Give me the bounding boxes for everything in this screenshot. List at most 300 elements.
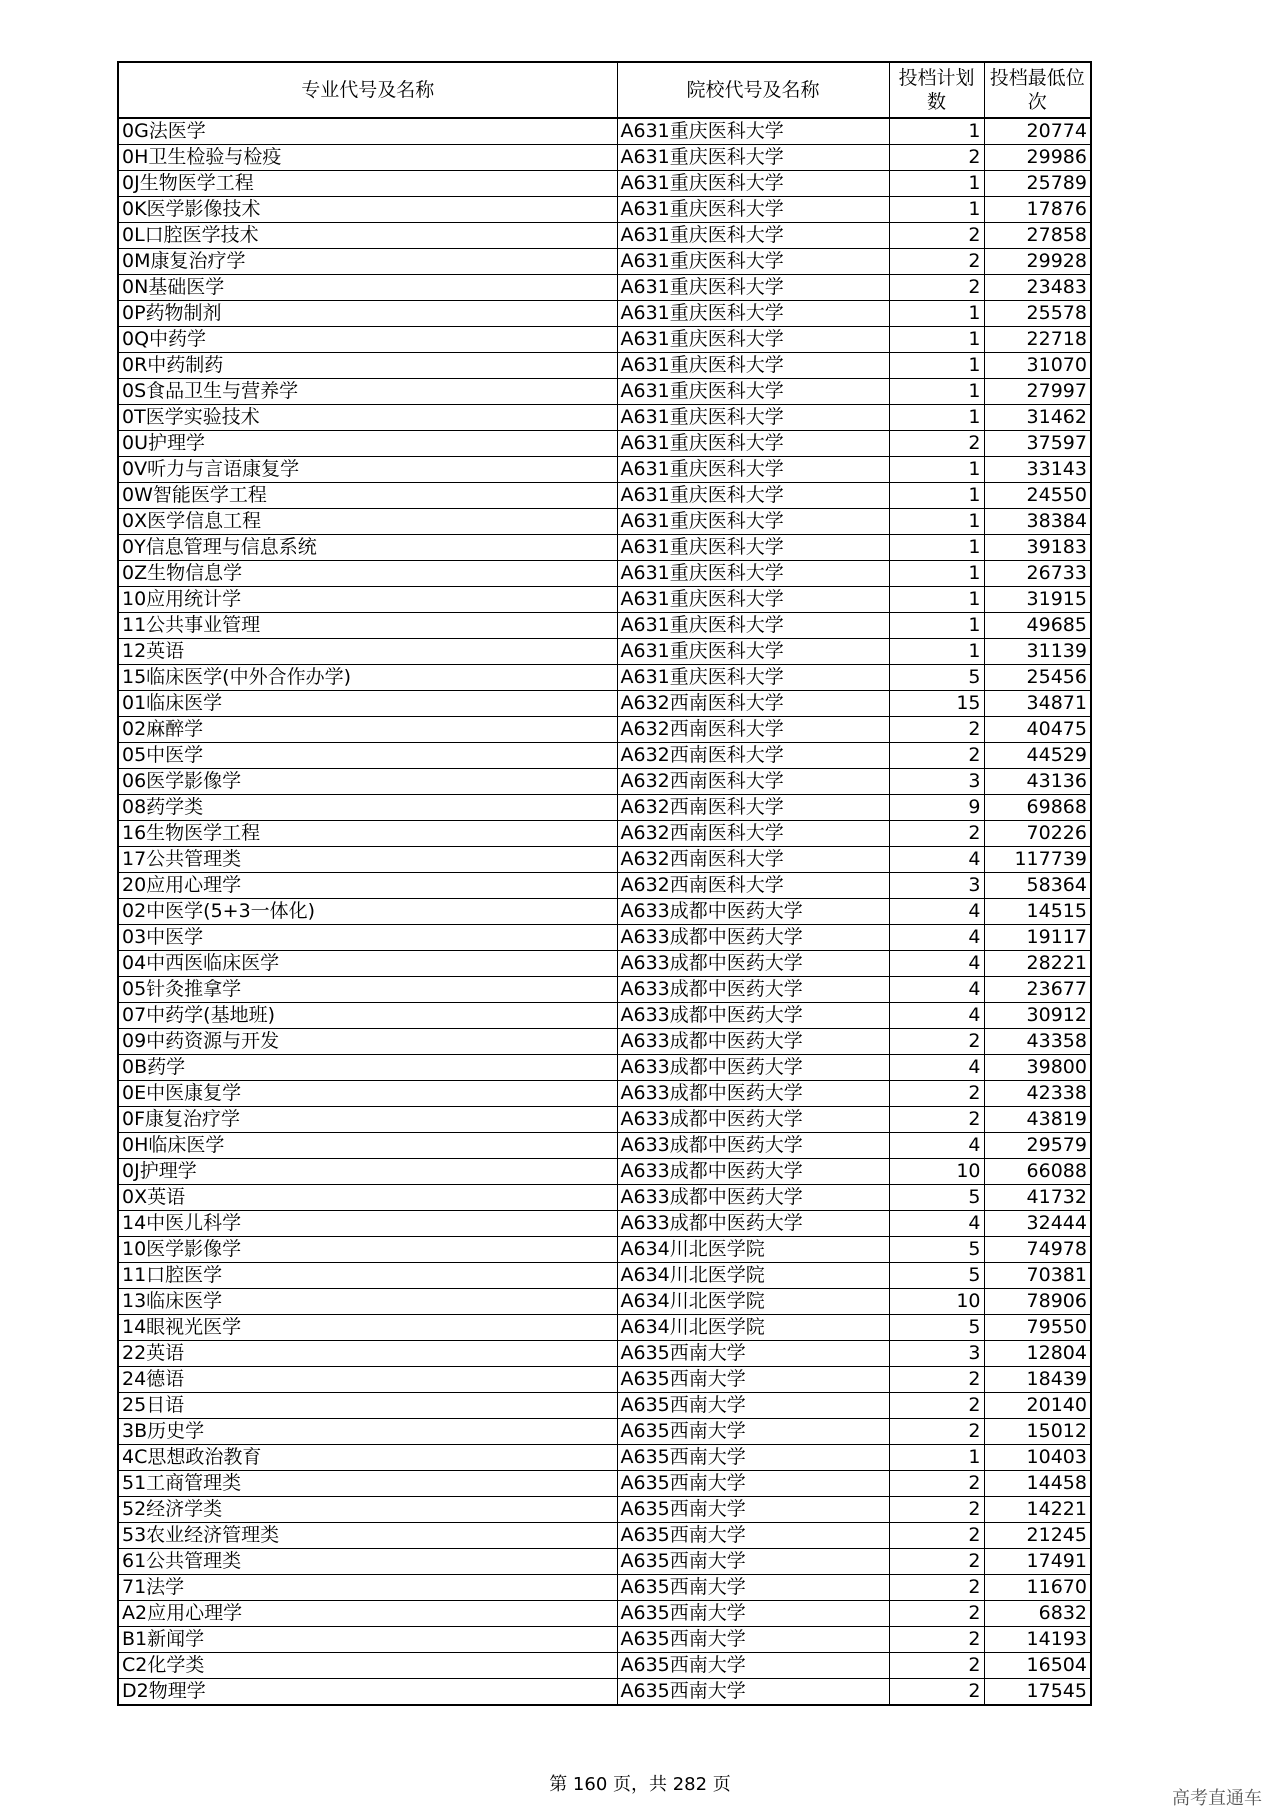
cell-major: 16生物医学工程: [118, 821, 617, 847]
table-row: [118, 1393, 1091, 1419]
cell-major: A2应用心理学: [118, 1601, 617, 1627]
cell-school: A631重庆医科大学: [617, 535, 889, 561]
cell-school: A631重庆医科大学: [617, 509, 889, 535]
cell-school: A631重庆医科大学: [617, 327, 889, 353]
cell-school: A632西南医科大学: [617, 821, 889, 847]
table-row: [118, 951, 1091, 977]
table-row: [118, 197, 1091, 223]
cell-school: A635西南大学: [617, 1575, 889, 1601]
cell-major: 0H临床医学: [118, 1133, 617, 1159]
table-row: [118, 899, 1091, 925]
cell-major: 0E中医康复学: [118, 1081, 617, 1107]
cell-school: A635西南大学: [617, 1653, 889, 1679]
cell-major: 14眼视光医学: [118, 1315, 617, 1341]
cell-min-rank: 18439: [984, 1367, 1091, 1393]
cell-min-rank: 43136: [984, 769, 1091, 795]
cell-major: B1新闻学: [118, 1627, 617, 1653]
cell-plan-count: 1: [889, 171, 984, 197]
cell-min-rank: 16504: [984, 1653, 1091, 1679]
cell-plan-count: 2: [889, 145, 984, 171]
cell-major: 09中药资源与开发: [118, 1029, 617, 1055]
table-row: [118, 977, 1091, 1003]
cell-school: A633成都中医药大学: [617, 1133, 889, 1159]
table-row: [118, 249, 1091, 275]
cell-school: A633成都中医药大学: [617, 925, 889, 951]
cell-school: A635西南大学: [617, 1627, 889, 1653]
cell-major: 0V听力与言语康复学: [118, 457, 617, 483]
table-row: [118, 275, 1091, 301]
cell-school: A632西南医科大学: [617, 743, 889, 769]
cell-min-rank: 19117: [984, 925, 1091, 951]
cell-major: 05中医学: [118, 743, 617, 769]
cell-school: A635西南大学: [617, 1393, 889, 1419]
cell-plan-count: 15: [889, 691, 984, 717]
cell-major: 0B药学: [118, 1055, 617, 1081]
cell-major: 71法学: [118, 1575, 617, 1601]
cell-plan-count: 1: [889, 587, 984, 613]
watermark: 高考直通车: [1172, 1788, 1262, 1809]
cell-plan-count: 2: [889, 223, 984, 249]
cell-school: A631重庆医科大学: [617, 405, 889, 431]
cell-min-rank: 38384: [984, 509, 1091, 535]
cell-major: 0H卫生检验与检疫: [118, 145, 617, 171]
cell-plan-count: 1: [889, 327, 984, 353]
cell-plan-count: 1: [889, 509, 984, 535]
cell-major: 4C思想政治教育: [118, 1445, 617, 1471]
table-row: [118, 925, 1091, 951]
table-row: [118, 1367, 1091, 1393]
cell-plan-count: 1: [889, 405, 984, 431]
cell-min-rank: 23677: [984, 977, 1091, 1003]
cell-plan-count: 5: [889, 1185, 984, 1211]
cell-min-rank: 58364: [984, 873, 1091, 899]
cell-plan-count: 2: [889, 717, 984, 743]
cell-plan-count: 2: [889, 743, 984, 769]
cell-plan-count: 1: [889, 561, 984, 587]
cell-major: 11口腔医学: [118, 1263, 617, 1289]
cell-major: 0Z生物信息学: [118, 561, 617, 587]
cell-min-rank: 12804: [984, 1341, 1091, 1367]
cell-plan-count: 4: [889, 1055, 984, 1081]
cell-plan-count: 1: [889, 639, 984, 665]
cell-school: A633成都中医药大学: [617, 951, 889, 977]
table-row: [118, 1289, 1091, 1315]
cell-min-rank: 17491: [984, 1549, 1091, 1575]
cell-major: 05针灸推拿学: [118, 977, 617, 1003]
table-row: [118, 1003, 1091, 1029]
cell-school: A631重庆医科大学: [617, 639, 889, 665]
cell-school: A633成都中医药大学: [617, 977, 889, 1003]
cell-plan-count: 2: [889, 1107, 984, 1133]
cell-min-rank: 25789: [984, 171, 1091, 197]
cell-min-rank: 74978: [984, 1237, 1091, 1263]
table-row: [118, 1341, 1091, 1367]
cell-school: A631重庆医科大学: [617, 171, 889, 197]
cell-major: 61公共管理类: [118, 1549, 617, 1575]
cell-school: A634川北医学院: [617, 1237, 889, 1263]
cell-min-rank: 42338: [984, 1081, 1091, 1107]
table-row: [118, 327, 1091, 353]
cell-plan-count: 1: [889, 483, 984, 509]
cell-major: 0M康复治疗学: [118, 249, 617, 275]
cell-plan-count: 1: [889, 379, 984, 405]
cell-plan-count: 9: [889, 795, 984, 821]
cell-min-rank: 25578: [984, 301, 1091, 327]
cell-major: 3B历史学: [118, 1419, 617, 1445]
page-footer: 第 160 页，共 282 页: [549, 1774, 731, 1795]
cell-plan-count: 10: [889, 1159, 984, 1185]
cell-plan-count: 1: [889, 353, 984, 379]
cell-min-rank: 44529: [984, 743, 1091, 769]
table-header-row: [118, 62, 1091, 118]
cell-min-rank: 78906: [984, 1289, 1091, 1315]
cell-plan-count: 5: [889, 1237, 984, 1263]
cell-major: 51工商管理类: [118, 1471, 617, 1497]
cell-plan-count: 2: [889, 1523, 984, 1549]
cell-school: A632西南医科大学: [617, 873, 889, 899]
cell-school: A633成都中医药大学: [617, 1211, 889, 1237]
cell-min-rank: 37597: [984, 431, 1091, 457]
table-row: [118, 405, 1091, 431]
cell-major: 0X医学信息工程: [118, 509, 617, 535]
cell-plan-count: 4: [889, 1003, 984, 1029]
cell-plan-count: 2: [889, 1393, 984, 1419]
cell-school: A634川北医学院: [617, 1289, 889, 1315]
table-row: [118, 1159, 1091, 1185]
table-row: [118, 1523, 1091, 1549]
table-row: [118, 1237, 1091, 1263]
cell-min-rank: 23483: [984, 275, 1091, 301]
cell-plan-count: 2: [889, 1081, 984, 1107]
cell-major: 52经济学类: [118, 1497, 617, 1523]
cell-school: A631重庆医科大学: [617, 613, 889, 639]
table-row: [118, 1679, 1091, 1706]
cell-min-rank: 10403: [984, 1445, 1091, 1471]
cell-school: A631重庆医科大学: [617, 587, 889, 613]
cell-min-rank: 15012: [984, 1419, 1091, 1445]
cell-min-rank: 27858: [984, 223, 1091, 249]
table-row: [118, 795, 1091, 821]
table-row: [118, 1497, 1091, 1523]
cell-min-rank: 41732: [984, 1185, 1091, 1211]
cell-plan-count: 5: [889, 1263, 984, 1289]
admission-table: [117, 61, 1092, 1706]
cell-school: A632西南医科大学: [617, 847, 889, 873]
cell-school: A632西南医科大学: [617, 717, 889, 743]
cell-min-rank: 29986: [984, 145, 1091, 171]
cell-plan-count: 5: [889, 1315, 984, 1341]
table-row: [118, 769, 1091, 795]
cell-min-rank: 31915: [984, 587, 1091, 613]
table-row: [118, 1055, 1091, 1081]
cell-min-rank: 11670: [984, 1575, 1091, 1601]
cell-major: 13临床医学: [118, 1289, 617, 1315]
cell-school: A635西南大学: [617, 1523, 889, 1549]
cell-major: 0J生物医学工程: [118, 171, 617, 197]
cell-school: A635西南大学: [617, 1497, 889, 1523]
cell-major: 0R中药制药: [118, 353, 617, 379]
table-body: [118, 118, 1091, 1705]
cell-plan-count: 2: [889, 821, 984, 847]
cell-plan-count: 1: [889, 457, 984, 483]
cell-min-rank: 49685: [984, 613, 1091, 639]
cell-major: 0X英语: [118, 1185, 617, 1211]
table-row: [118, 223, 1091, 249]
cell-school: A635西南大学: [617, 1341, 889, 1367]
table-row: [118, 1133, 1091, 1159]
cell-major: 15临床医学(中外合作办学): [118, 665, 617, 691]
table-row: [118, 821, 1091, 847]
cell-school: A632西南医科大学: [617, 691, 889, 717]
cell-min-rank: 6832: [984, 1601, 1091, 1627]
cell-major: 06医学影像学: [118, 769, 617, 795]
cell-major: D2物理学: [118, 1679, 617, 1706]
cell-major: 12英语: [118, 639, 617, 665]
table-row: [118, 1029, 1091, 1055]
table-row: [118, 483, 1091, 509]
table-row: [118, 1445, 1091, 1471]
table-row: [118, 691, 1091, 717]
table-row: [118, 1471, 1091, 1497]
cell-school: A635西南大学: [617, 1445, 889, 1471]
cell-major: 20应用心理学: [118, 873, 617, 899]
cell-min-rank: 21245: [984, 1523, 1091, 1549]
cell-min-rank: 17876: [984, 197, 1091, 223]
table-row: [118, 1107, 1091, 1133]
cell-major: 04中西医临床医学: [118, 951, 617, 977]
cell-min-rank: 27997: [984, 379, 1091, 405]
cell-plan-count: 1: [889, 1445, 984, 1471]
cell-school: A634川北医学院: [617, 1315, 889, 1341]
cell-school: A631重庆医科大学: [617, 197, 889, 223]
cell-plan-count: 3: [889, 873, 984, 899]
cell-school: A635西南大学: [617, 1419, 889, 1445]
header-school: 院校代号及名称: [617, 62, 889, 118]
table-row: [118, 1627, 1091, 1653]
cell-major: 0U护理学: [118, 431, 617, 457]
cell-plan-count: 1: [889, 197, 984, 223]
cell-school: A631重庆医科大学: [617, 145, 889, 171]
cell-plan-count: 2: [889, 1653, 984, 1679]
cell-school: A631重庆医科大学: [617, 223, 889, 249]
cell-plan-count: 2: [889, 1497, 984, 1523]
cell-major: 22英语: [118, 1341, 617, 1367]
table-row: [118, 145, 1091, 171]
cell-school: A633成都中医药大学: [617, 1055, 889, 1081]
cell-major: 0K医学影像技术: [118, 197, 617, 223]
cell-school: A631重庆医科大学: [617, 249, 889, 275]
cell-school: A633成都中医药大学: [617, 899, 889, 925]
table-row: [118, 353, 1091, 379]
cell-school: A631重庆医科大学: [617, 483, 889, 509]
cell-major: 0G法医学: [118, 118, 617, 145]
cell-min-rank: 69868: [984, 795, 1091, 821]
cell-min-rank: 17545: [984, 1679, 1091, 1706]
table-row: [118, 743, 1091, 769]
cell-plan-count: 1: [889, 613, 984, 639]
cell-plan-count: 4: [889, 1133, 984, 1159]
table-row: [118, 587, 1091, 613]
cell-major: 0F康复治疗学: [118, 1107, 617, 1133]
cell-plan-count: 2: [889, 1679, 984, 1706]
cell-major: 14中医儿科学: [118, 1211, 617, 1237]
cell-plan-count: 2: [889, 1575, 984, 1601]
cell-major: 02中医学(5+3一体化): [118, 899, 617, 925]
cell-school: A631重庆医科大学: [617, 457, 889, 483]
table-row: [118, 1263, 1091, 1289]
cell-major: 0W智能医学工程: [118, 483, 617, 509]
cell-school: A633成都中医药大学: [617, 1107, 889, 1133]
cell-min-rank: 24550: [984, 483, 1091, 509]
cell-school: A631重庆医科大学: [617, 353, 889, 379]
cell-min-rank: 33143: [984, 457, 1091, 483]
cell-plan-count: 3: [889, 1341, 984, 1367]
table-row: [118, 1549, 1091, 1575]
table-row: [118, 431, 1091, 457]
cell-plan-count: 1: [889, 301, 984, 327]
cell-plan-count: 2: [889, 275, 984, 301]
header-major: 专业代号及名称: [118, 62, 617, 118]
cell-school: A631重庆医科大学: [617, 118, 889, 145]
cell-school: A632西南医科大学: [617, 795, 889, 821]
cell-min-rank: 25456: [984, 665, 1091, 691]
cell-min-rank: 14458: [984, 1471, 1091, 1497]
cell-plan-count: 4: [889, 1211, 984, 1237]
cell-plan-count: 4: [889, 847, 984, 873]
cell-min-rank: 22718: [984, 327, 1091, 353]
cell-major: 0S食品卫生与营养学: [118, 379, 617, 405]
table-row: [118, 847, 1091, 873]
cell-min-rank: 14221: [984, 1497, 1091, 1523]
cell-min-rank: 66088: [984, 1159, 1091, 1185]
header-min-rank: 投档最低位次: [984, 62, 1091, 118]
cell-plan-count: 2: [889, 1367, 984, 1393]
table-row: [118, 1419, 1091, 1445]
cell-min-rank: 117739: [984, 847, 1091, 873]
cell-plan-count: 2: [889, 431, 984, 457]
cell-major: 24德语: [118, 1367, 617, 1393]
cell-major: 07中药学(基地班): [118, 1003, 617, 1029]
cell-min-rank: 39183: [984, 535, 1091, 561]
cell-plan-count: 2: [889, 1627, 984, 1653]
cell-school: A631重庆医科大学: [617, 431, 889, 457]
cell-min-rank: 31462: [984, 405, 1091, 431]
cell-plan-count: 1: [889, 118, 984, 145]
cell-plan-count: 3: [889, 769, 984, 795]
table-row: [118, 1185, 1091, 1211]
cell-major: 02麻醉学: [118, 717, 617, 743]
table-row: [118, 457, 1091, 483]
table-row: [118, 561, 1091, 587]
cell-min-rank: 20140: [984, 1393, 1091, 1419]
cell-school: A635西南大学: [617, 1679, 889, 1706]
cell-min-rank: 26733: [984, 561, 1091, 587]
cell-min-rank: 31070: [984, 353, 1091, 379]
header-plan-count: 投档计划数: [889, 62, 984, 118]
cell-major: 10医学影像学: [118, 1237, 617, 1263]
cell-min-rank: 43358: [984, 1029, 1091, 1055]
cell-major: 0Q中药学: [118, 327, 617, 353]
cell-plan-count: 2: [889, 249, 984, 275]
cell-major: 0J护理学: [118, 1159, 617, 1185]
cell-school: A635西南大学: [617, 1549, 889, 1575]
cell-plan-count: 4: [889, 925, 984, 951]
cell-min-rank: 79550: [984, 1315, 1091, 1341]
cell-major: 0N基础医学: [118, 275, 617, 301]
cell-min-rank: 29579: [984, 1133, 1091, 1159]
cell-school: A633成都中医药大学: [617, 1029, 889, 1055]
cell-plan-count: 5: [889, 665, 984, 691]
cell-school: A631重庆医科大学: [617, 561, 889, 587]
cell-plan-count: 2: [889, 1029, 984, 1055]
cell-school: A633成都中医药大学: [617, 1185, 889, 1211]
cell-min-rank: 43819: [984, 1107, 1091, 1133]
cell-min-rank: 20774: [984, 118, 1091, 145]
cell-min-rank: 14193: [984, 1627, 1091, 1653]
cell-major: 10应用统计学: [118, 587, 617, 613]
cell-min-rank: 31139: [984, 639, 1091, 665]
cell-min-rank: 34871: [984, 691, 1091, 717]
cell-min-rank: 39800: [984, 1055, 1091, 1081]
table-row: [118, 1575, 1091, 1601]
table-row: [118, 1315, 1091, 1341]
cell-major: 01临床医学: [118, 691, 617, 717]
table-row: [118, 171, 1091, 197]
cell-major: C2化学类: [118, 1653, 617, 1679]
cell-min-rank: 28221: [984, 951, 1091, 977]
cell-plan-count: 10: [889, 1289, 984, 1315]
cell-major: 08药学类: [118, 795, 617, 821]
cell-plan-count: 2: [889, 1601, 984, 1627]
table-row: [118, 379, 1091, 405]
cell-school: A632西南医科大学: [617, 769, 889, 795]
table-row: [118, 118, 1091, 145]
cell-major: 0L口腔医学技术: [118, 223, 617, 249]
cell-school: A631重庆医科大学: [617, 301, 889, 327]
table-row: [118, 301, 1091, 327]
cell-plan-count: 4: [889, 977, 984, 1003]
cell-major: 17公共管理类: [118, 847, 617, 873]
cell-plan-count: 1: [889, 535, 984, 561]
table-row: [118, 665, 1091, 691]
cell-min-rank: 70381: [984, 1263, 1091, 1289]
table-row: [118, 1653, 1091, 1679]
table-row: [118, 509, 1091, 535]
cell-school: A635西南大学: [617, 1471, 889, 1497]
cell-school: A633成都中医药大学: [617, 1159, 889, 1185]
cell-min-rank: 40475: [984, 717, 1091, 743]
cell-major: 0T医学实验技术: [118, 405, 617, 431]
cell-major: 11公共事业管理: [118, 613, 617, 639]
cell-major: 53农业经济管理类: [118, 1523, 617, 1549]
cell-school: A631重庆医科大学: [617, 665, 889, 691]
table-row: [118, 613, 1091, 639]
cell-school: A635西南大学: [617, 1367, 889, 1393]
table-row: [118, 873, 1091, 899]
cell-major: 25日语: [118, 1393, 617, 1419]
table-row: [118, 717, 1091, 743]
cell-major: 0P药物制剂: [118, 301, 617, 327]
cell-min-rank: 32444: [984, 1211, 1091, 1237]
table-row: [118, 1081, 1091, 1107]
cell-plan-count: 2: [889, 1419, 984, 1445]
cell-plan-count: 4: [889, 899, 984, 925]
cell-school: A635西南大学: [617, 1601, 889, 1627]
table-row: [118, 639, 1091, 665]
table-row: [118, 1211, 1091, 1237]
cell-school: A634川北医学院: [617, 1263, 889, 1289]
table-row: [118, 1601, 1091, 1627]
